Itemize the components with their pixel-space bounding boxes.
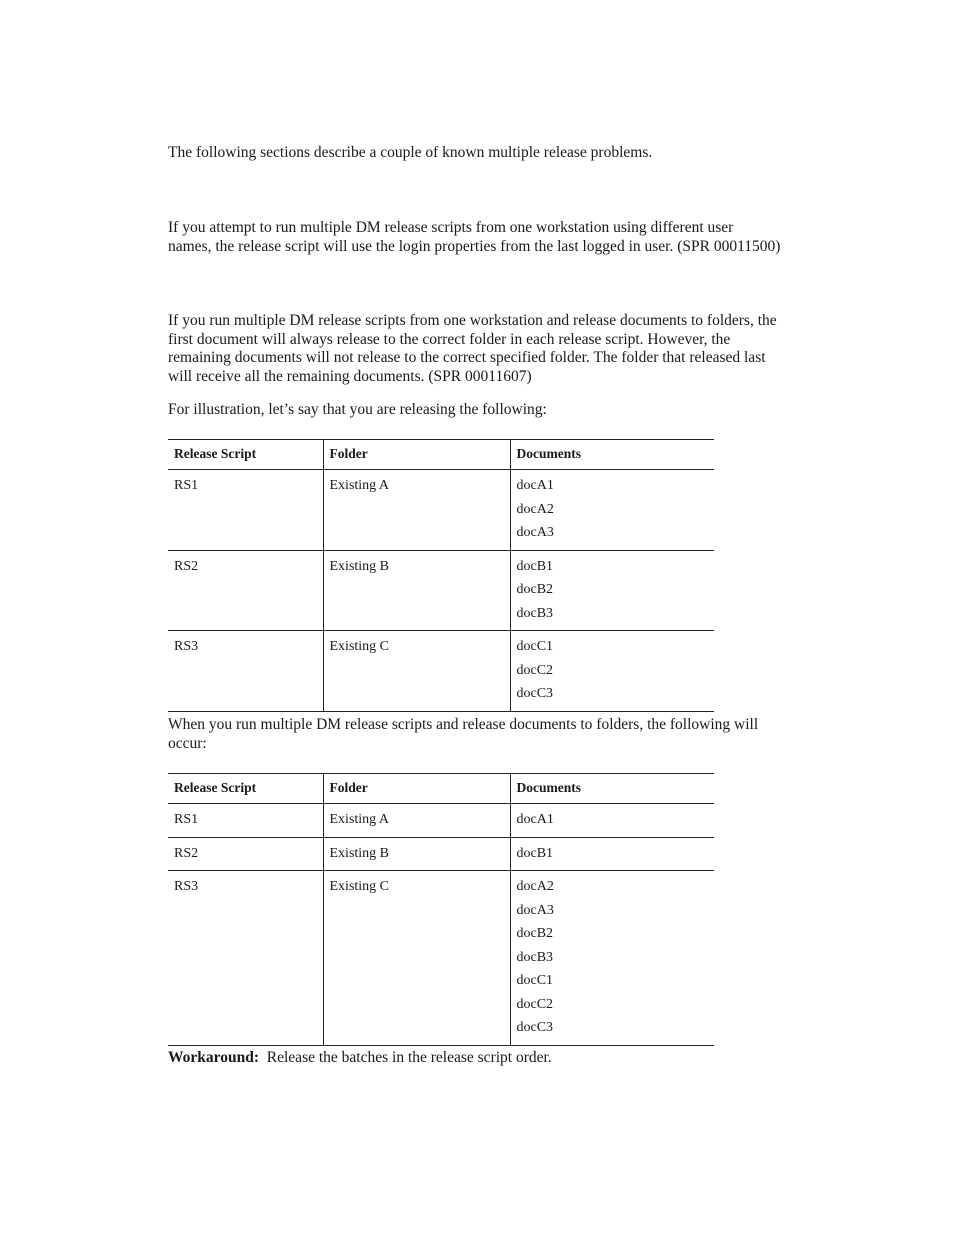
paragraph-line: names, the release script will use the login properties from the last logged in user. (SPR 00011500) [168, 237, 781, 255]
release-script-cell: RS2 [168, 550, 323, 631]
document-item: docA1 [516, 812, 554, 827]
folder-cell: Existing A [323, 804, 510, 838]
paragraph-line: remaining documents will not release to the correct specified folder. The folder that released last [168, 349, 766, 367]
release-script-cell: RS1 [168, 804, 323, 838]
header-documents: Documents [510, 774, 714, 804]
document-item: docC2 [516, 662, 554, 678]
documents-cell [510, 550, 714, 631]
document-item: docC1 [516, 639, 554, 654]
document-item: docB1 [516, 845, 554, 861]
document-item: docC2 [516, 996, 554, 1012]
table-row [168, 871, 714, 1046]
folder-cell: Existing B [323, 837, 510, 871]
document-item: docB3 [516, 949, 554, 965]
document-item: docB1 [516, 558, 554, 574]
header-folder: Folder [323, 774, 510, 804]
release-script-cell: RS3 [168, 871, 323, 1046]
document-item: docA1 [516, 478, 554, 493]
document-item: docC3 [516, 1020, 554, 1035]
document-item: docA3 [516, 902, 554, 918]
table-body [168, 470, 714, 712]
table-row [168, 804, 714, 838]
header-release-script: Release Script [168, 440, 323, 470]
table-header-row [168, 774, 714, 804]
table-row [168, 631, 714, 712]
documents-cell [510, 470, 714, 551]
release-script-cell: RS3 [168, 631, 323, 712]
folder-cell: Existing C [323, 871, 510, 1046]
problem1-paragraph [168, 219, 848, 256]
paragraph-line: If you attempt to run multiple DM release scripts from one workstation using different user [168, 219, 734, 236]
paragraph-line: occur: [168, 734, 207, 752]
header-documents: Documents [510, 440, 714, 470]
table-body [168, 804, 714, 1046]
result-table [168, 773, 714, 1046]
illustration-paragraph: For illustration, let’s say that you are releasing the following: [168, 401, 547, 418]
document-item: docB2 [516, 582, 554, 597]
document-item: docC1 [516, 973, 554, 988]
document-item: docA2 [516, 879, 554, 894]
intro-paragraph: The following sections describe a couple of known multiple release problems. [168, 144, 653, 161]
document-item: docA3 [516, 525, 554, 540]
release-script-cell: RS1 [168, 470, 323, 551]
result-paragraph [168, 716, 848, 753]
documents-cell [510, 837, 714, 871]
table-row [168, 470, 714, 551]
document-item: docA2 [516, 501, 554, 517]
header-release-script: Release Script [168, 774, 323, 804]
folder-cell: Existing B [323, 550, 510, 631]
folder-cell: Existing C [323, 631, 510, 712]
table-row [168, 550, 714, 631]
workaround-text: Release the batches in the release script order. [266, 1049, 552, 1066]
document-item: docB3 [516, 605, 554, 621]
paragraph-line: first document will always release to the correct folder in each release script. However, the [168, 330, 731, 348]
documents-cell [510, 804, 714, 838]
documents-cell [510, 871, 714, 1046]
workaround-note [168, 1049, 552, 1067]
header-folder: Folder [323, 440, 510, 470]
documents-cell [510, 631, 714, 712]
table-header-row [168, 440, 714, 470]
document-item: docC3 [516, 686, 554, 701]
problem2-paragraph [168, 312, 848, 387]
workaround-label: Workaround: [168, 1049, 260, 1066]
releasing-table [168, 439, 714, 712]
document-item: docB2 [516, 926, 554, 941]
paragraph-line: will receive all the remaining documents. (SPR 00011607) [168, 368, 532, 386]
paragraph-line: If you run multiple DM release scripts from one workstation and release documents to folders, the [168, 312, 777, 329]
release-script-cell: RS2 [168, 837, 323, 871]
folder-cell: Existing A [323, 470, 510, 551]
paragraph-line: When you run multiple DM release scripts and release documents to folders, the following will [168, 716, 759, 733]
table-row [168, 837, 714, 871]
